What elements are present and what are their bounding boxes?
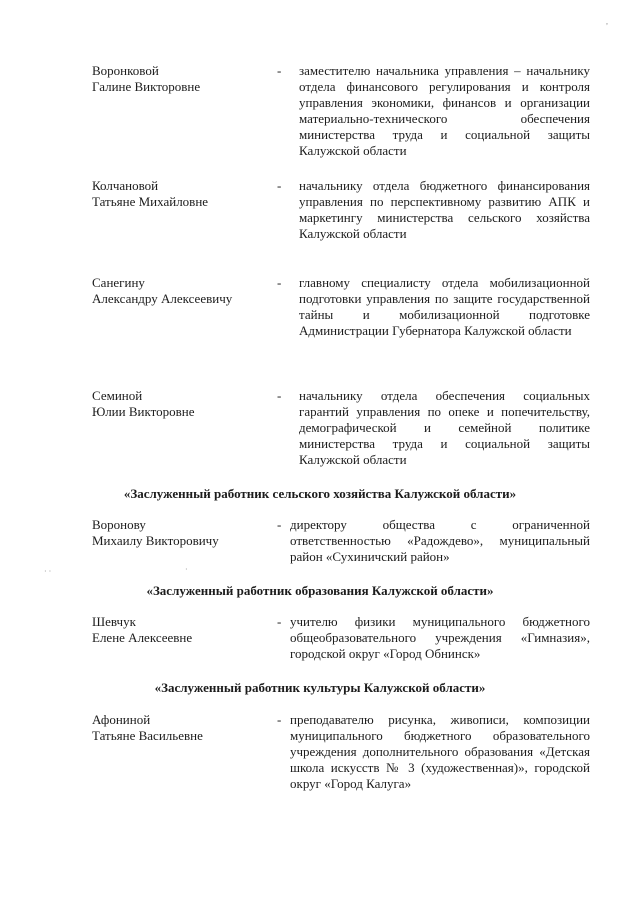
- recipient-position: преподавателю рисунка, живописи, композиции муниципального бюджетного образовательного учреждения дополнительного образования «Детская школа искусств № 3 (художественная)», городской округ «Город Калуга»: [290, 712, 590, 791]
- recipient-name: [92, 178, 272, 210]
- separator-dash: -: [277, 388, 282, 403]
- recipient-position: учителю физики муниципального бюджетного общеобразовательного учреждения «Гимназия», городской округ «Город Обнинск»: [290, 614, 590, 661]
- separator-dash: -: [277, 63, 282, 78]
- separator-dash: -: [277, 712, 282, 727]
- separator-dash: -: [277, 517, 282, 532]
- award-title-education: «Заслуженный работник образования Калужской области»: [146, 583, 494, 598]
- recipient-surname: Семиной: [92, 388, 143, 403]
- recipient-given-names: Галине Викторовне: [92, 79, 201, 94]
- recipient-name: [92, 275, 272, 307]
- recipient-name: [92, 517, 272, 549]
- recipient-name: [92, 388, 272, 420]
- recipient-surname: Санегину: [92, 275, 145, 290]
- recipient-given-names: Елене Алексеевне: [92, 630, 193, 645]
- separator-dash: -: [277, 614, 282, 629]
- award-title-agriculture: «Заслуженный работник сельского хозяйства Калужской области»: [123, 486, 517, 501]
- separator-dash: -: [277, 178, 282, 193]
- scan-speck: ,: [606, 17, 608, 26]
- scan-speck: ·: [185, 565, 188, 574]
- recipient-surname: Воронковой: [92, 63, 159, 78]
- recipient-name: [92, 712, 272, 744]
- recipient-position: начальнику отдела обеспечения социальных гарантий управления по опеке и попечительству, демографической и семейной политике министерства труда и социальной защиты Калужской области: [299, 388, 590, 467]
- award-title-culture: «Заслуженный работник культуры Калужской области»: [154, 680, 486, 695]
- recipient-surname: Воронову: [92, 517, 146, 532]
- scan-speck: · ·: [44, 567, 52, 576]
- recipient-surname: Шевчук: [92, 614, 136, 629]
- recipient-given-names: Татьяне Васильевне: [92, 728, 203, 743]
- recipient-given-names: Юлии Викторовне: [92, 404, 195, 419]
- recipient-surname: Колчановой: [92, 178, 159, 193]
- recipient-position: начальнику отдела бюджетного финансирования управления по перспективному развитию АПК и маркетингу министерства сельского хозяйства Калужской области: [299, 178, 590, 241]
- separator-dash: -: [277, 275, 282, 290]
- recipient-name: [92, 63, 272, 95]
- recipient-given-names: Татьяне Михайловне: [92, 194, 209, 209]
- recipient-position: главному специалисту отдела мобилизационной подготовки управления по защите государственной тайны и мобилизационной подготовке Администрации Губернатора Калужской области: [299, 275, 590, 338]
- recipient-surname: Афониной: [92, 712, 151, 727]
- recipient-given-names: Михаилу Викторовичу: [92, 533, 219, 548]
- recipient-position: заместителю начальника управления – начальнику отдела финансового регулирования и контроля управления экономики, финансов и организации материально-технического обеспечения министерства труда и социальной защиты Калужской области: [299, 63, 590, 158]
- recipient-position: директору общества с ограниченной ответственностью «Радождево», муниципальный район «Сухиничский район»: [290, 517, 590, 564]
- recipient-given-names: Александру Алексеевичу: [92, 291, 233, 306]
- recipient-name: [92, 614, 272, 646]
